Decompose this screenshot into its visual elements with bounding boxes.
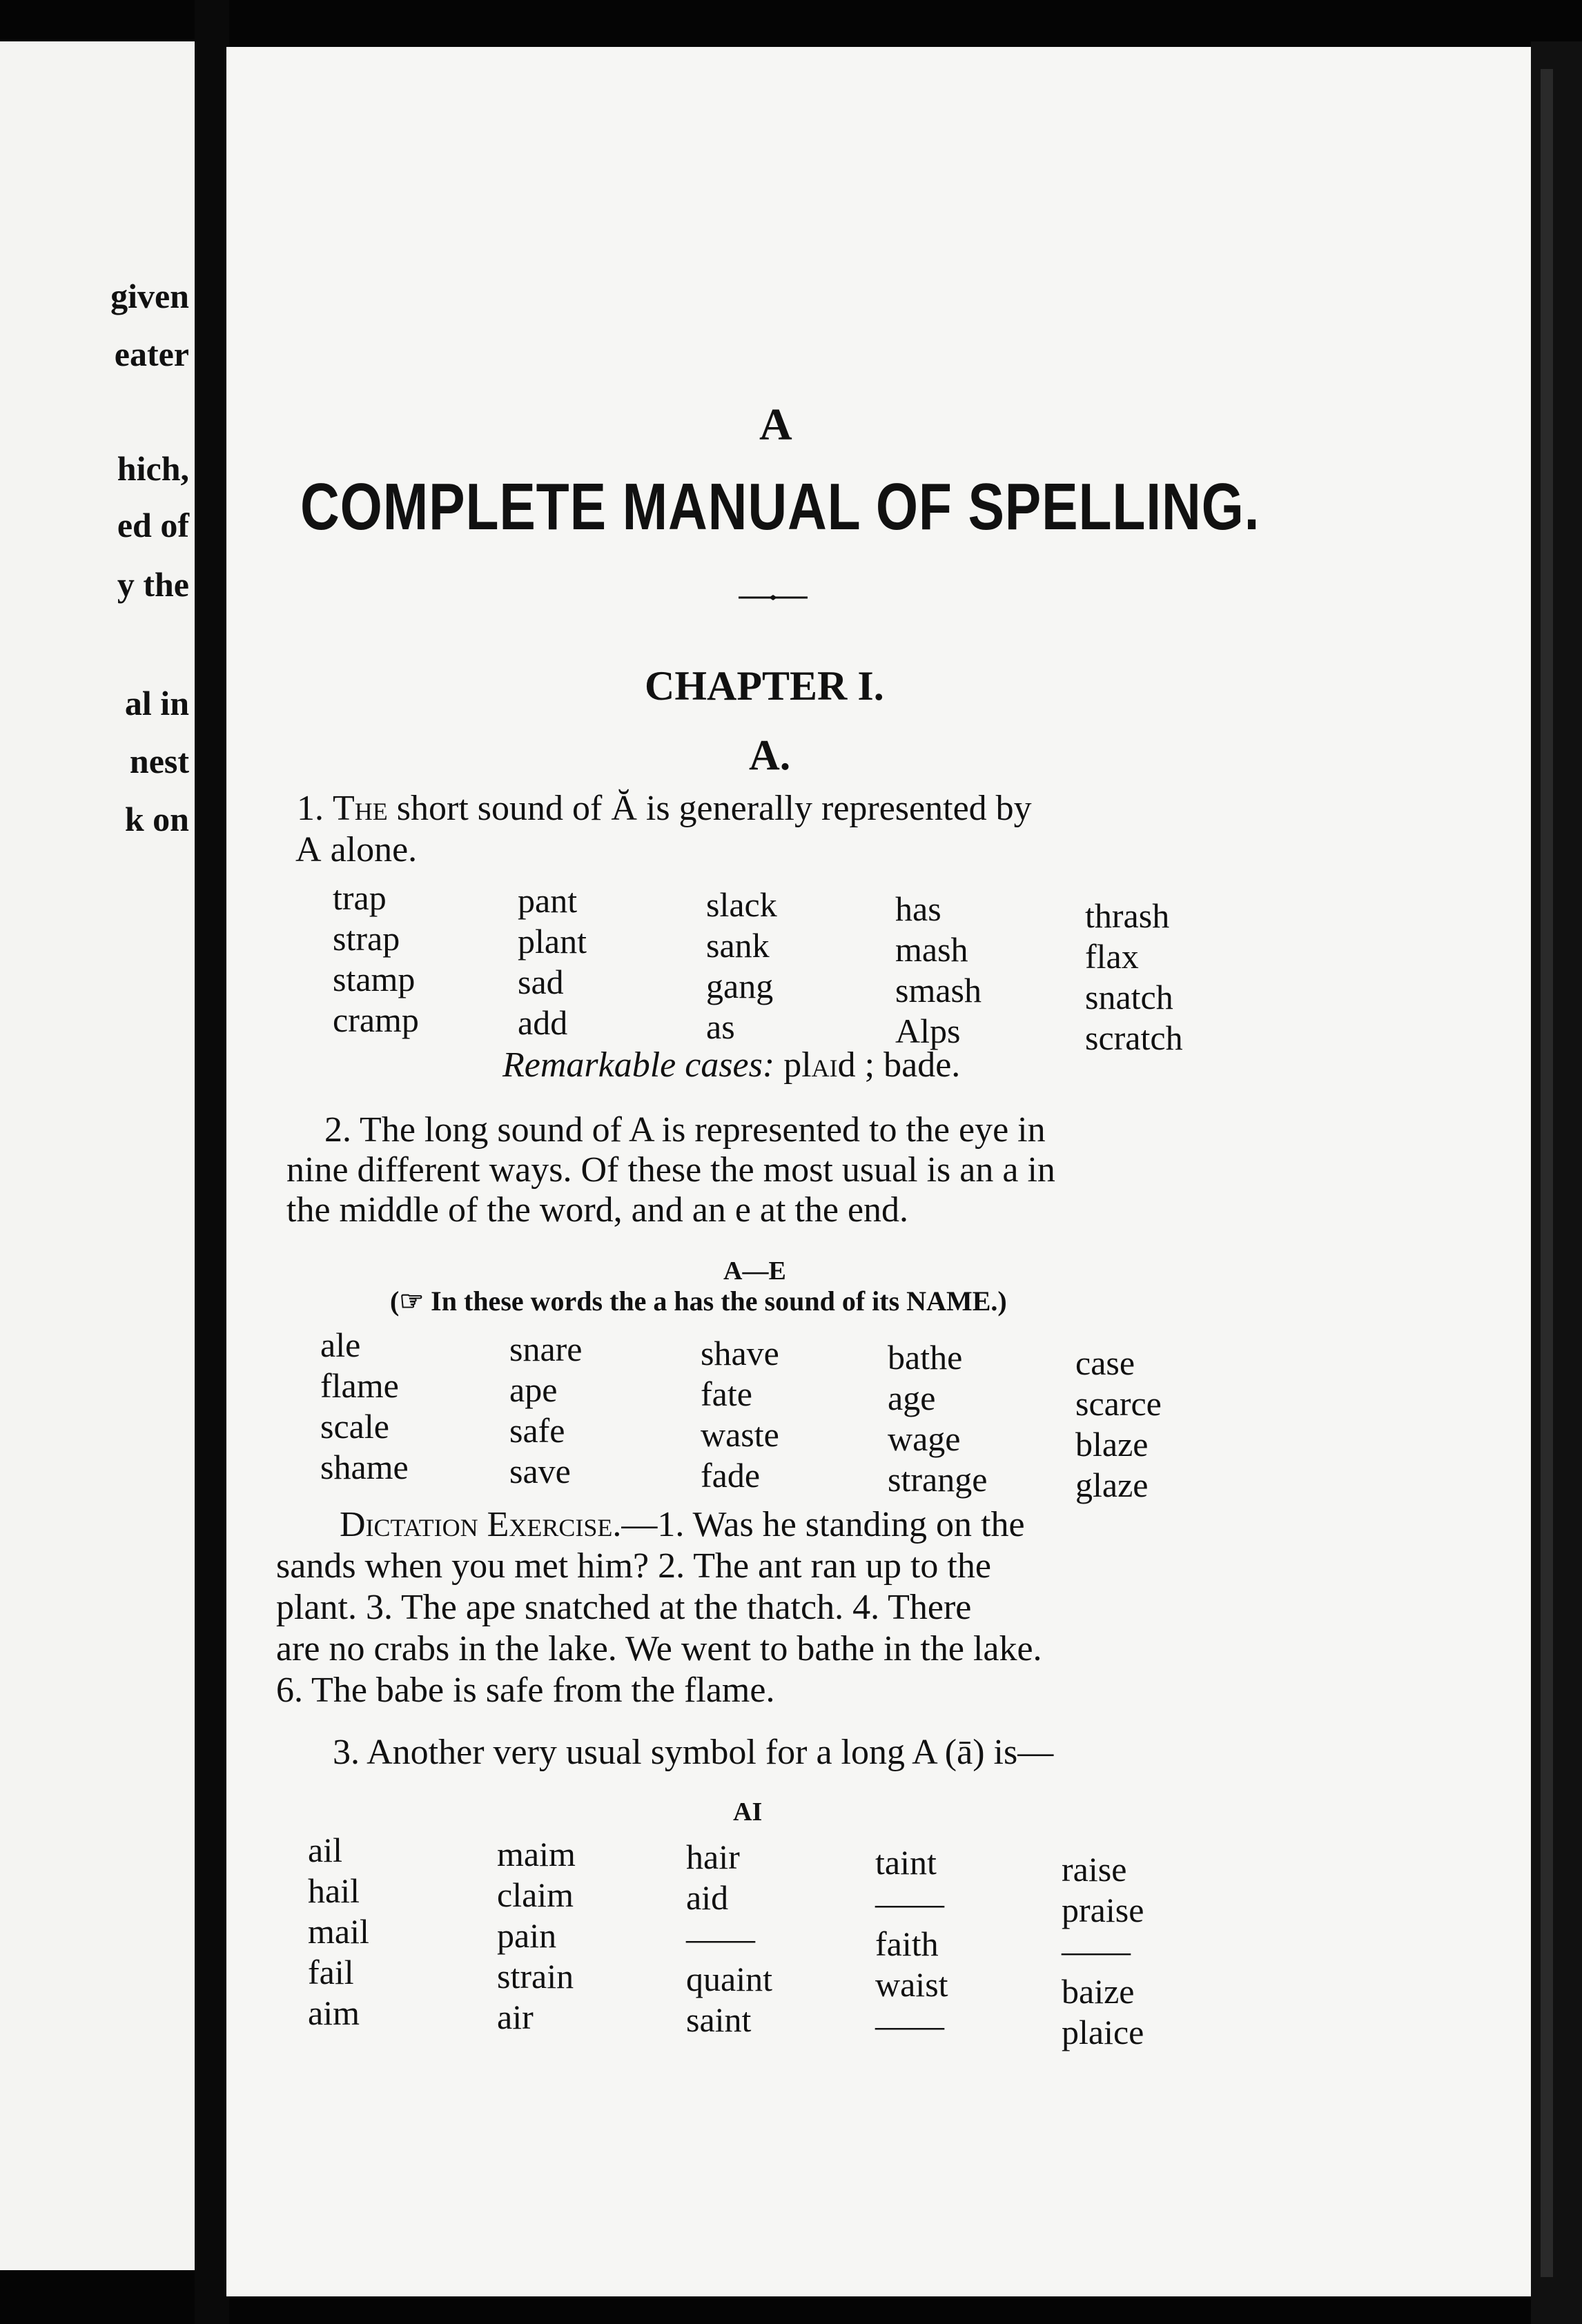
word: shave	[701, 1334, 779, 1372]
word: add	[518, 1003, 568, 1042]
word-column	[875, 1842, 948, 2046]
word: flame	[320, 1366, 399, 1405]
word: mash	[895, 930, 968, 969]
remarkable-label: Remarkable cases:	[502, 1045, 775, 1085]
word: strain	[497, 1957, 574, 1996]
word: age	[888, 1379, 936, 1417]
word-column	[320, 1325, 409, 1488]
word: ale	[320, 1326, 361, 1364]
word-column	[706, 885, 777, 1047]
word: scratch	[1085, 1018, 1183, 1057]
word: has	[895, 889, 941, 928]
rule-text: short sound of Ă is generally represented by	[396, 789, 1032, 828]
word: raise	[1062, 1850, 1127, 1889]
word: wage	[888, 1419, 961, 1458]
word: as	[706, 1007, 735, 1046]
word: baize	[1062, 1972, 1135, 2011]
word: fade	[701, 1456, 761, 1495]
left-page-line: y the	[117, 565, 189, 604]
word: mail	[308, 1912, 369, 1951]
word: plaice	[1062, 2013, 1144, 2051]
word: waist	[875, 1965, 948, 2004]
word: quaint	[686, 1960, 772, 1998]
word: ape	[509, 1370, 558, 1409]
left-page-line: k on	[124, 800, 189, 838]
word: ——	[1062, 1931, 1131, 1970]
word-column	[497, 1834, 576, 2038]
remarkable-word: bade.	[883, 1045, 961, 1085]
word: aid	[686, 1878, 729, 1917]
word: praise	[1062, 1891, 1144, 1929]
rule-2-line: nine different ways. Of these the most usual is an a in	[286, 1150, 1055, 1190]
word: smash	[895, 971, 982, 1010]
ai-header: AI	[733, 1798, 763, 1826]
word: gang	[706, 967, 774, 1005]
word: scarce	[1075, 1384, 1162, 1423]
word: ail	[308, 1831, 342, 1869]
book-gutter	[195, 0, 229, 2324]
word: strange	[888, 1460, 988, 1499]
word: fate	[701, 1375, 752, 1413]
left-page-line: eater	[114, 335, 189, 373]
rule-lead-word: The	[333, 789, 388, 828]
word: sank	[706, 926, 770, 965]
word: ——	[875, 2006, 944, 2045]
title-article: A	[759, 400, 792, 450]
rule-2-line: 2. The long sound of A is represented to the eye in	[324, 1110, 1046, 1150]
word-column	[333, 878, 419, 1041]
word: slack	[706, 885, 777, 924]
rule-3-text: 3. Another very usual symbol for a long A (ā) is—	[333, 1733, 1054, 1772]
left-page-line: al in	[124, 684, 189, 722]
word: ——	[875, 1884, 944, 1922]
word: pain	[497, 1916, 557, 1955]
word: shame	[320, 1448, 409, 1486]
ornament-divider	[739, 595, 808, 600]
word: safe	[509, 1411, 565, 1450]
word-column	[895, 889, 982, 1052]
word: faith	[875, 1924, 939, 1963]
left-page-line: nest	[129, 742, 189, 780]
rule-number: 1.	[297, 789, 324, 828]
word-column	[1085, 896, 1183, 1058]
page-edge	[1531, 41, 1582, 2324]
word: scale	[320, 1407, 389, 1446]
page-title: COMPLETE MANUAL OF SPELLING.	[300, 470, 1260, 544]
page-edge-shadow	[1541, 69, 1553, 2277]
left-page-line: hich,	[117, 449, 189, 488]
word: save	[509, 1452, 571, 1490]
word: fail	[308, 1953, 354, 1991]
word: air	[497, 1998, 534, 2036]
word: cramp	[333, 1001, 419, 1039]
left-facing-page	[0, 41, 195, 2270]
word-column	[1062, 1849, 1144, 2053]
rule-2-line: the middle of the word, and an e at the end.	[286, 1190, 909, 1230]
rule-1-line-1	[297, 787, 1032, 831]
word: thrash	[1085, 896, 1170, 935]
dictation-line: plant. 3. The ape snatched at the thatch. 4. There	[276, 1588, 972, 1627]
word: case	[1075, 1343, 1135, 1382]
word: taint	[875, 1843, 937, 1882]
rule-1-line-2	[295, 828, 417, 872]
ae-note: (☞ In these words the a has the sound of its NAME.)	[390, 1286, 1007, 1317]
dictation-line: are no crabs in the lake. We went to bathe in the lake.	[276, 1629, 1042, 1668]
word: maim	[497, 1835, 576, 1873]
word-column	[308, 1830, 369, 2034]
word: Alps	[895, 1012, 961, 1050]
word: pant	[518, 881, 578, 920]
left-page-line: ed of	[117, 506, 189, 544]
word: blaze	[1075, 1425, 1149, 1464]
word: glaze	[1075, 1466, 1149, 1504]
dictation-line: 6. The babe is safe from the flame.	[276, 1671, 775, 1710]
word: hail	[308, 1871, 360, 1910]
dictation-line: sands when you met him? 2. The ant ran up to the	[276, 1546, 991, 1586]
word: waste	[701, 1415, 779, 1454]
dictation-label: Dictation Exercise.	[340, 1505, 622, 1544]
dictation-line: Dictation Exercise.—1. Was he standing on the	[340, 1505, 1025, 1544]
chapter-heading: CHAPTER I.	[645, 663, 884, 709]
word: plant	[518, 922, 587, 961]
word: ——	[686, 1919, 755, 1958]
word: flax	[1085, 937, 1139, 976]
letter-a: A	[295, 830, 322, 869]
rule-text: alone.	[330, 830, 418, 869]
word: sad	[518, 963, 564, 1001]
word-column	[701, 1333, 779, 1496]
left-page-line: given	[110, 277, 189, 315]
word-column	[888, 1337, 987, 1500]
word: bathe	[888, 1338, 963, 1377]
remarkable-cases	[502, 1045, 960, 1085]
word: strap	[333, 919, 400, 958]
remarkable-word: plaid ;	[783, 1045, 875, 1085]
word-column	[686, 1837, 772, 2040]
word: snatch	[1085, 978, 1173, 1016]
section-heading: A.	[749, 732, 791, 779]
word: snare	[509, 1330, 583, 1368]
word: hair	[686, 1838, 740, 1876]
word: trap	[333, 878, 387, 917]
word-column	[1075, 1343, 1162, 1506]
word: aim	[308, 1993, 360, 2032]
word: saint	[686, 2000, 752, 2039]
word-column	[509, 1329, 583, 1492]
ae-header: A—E	[723, 1257, 786, 1286]
word-column	[518, 880, 587, 1043]
word: claim	[497, 1875, 574, 1914]
word: stamp	[333, 960, 416, 998]
